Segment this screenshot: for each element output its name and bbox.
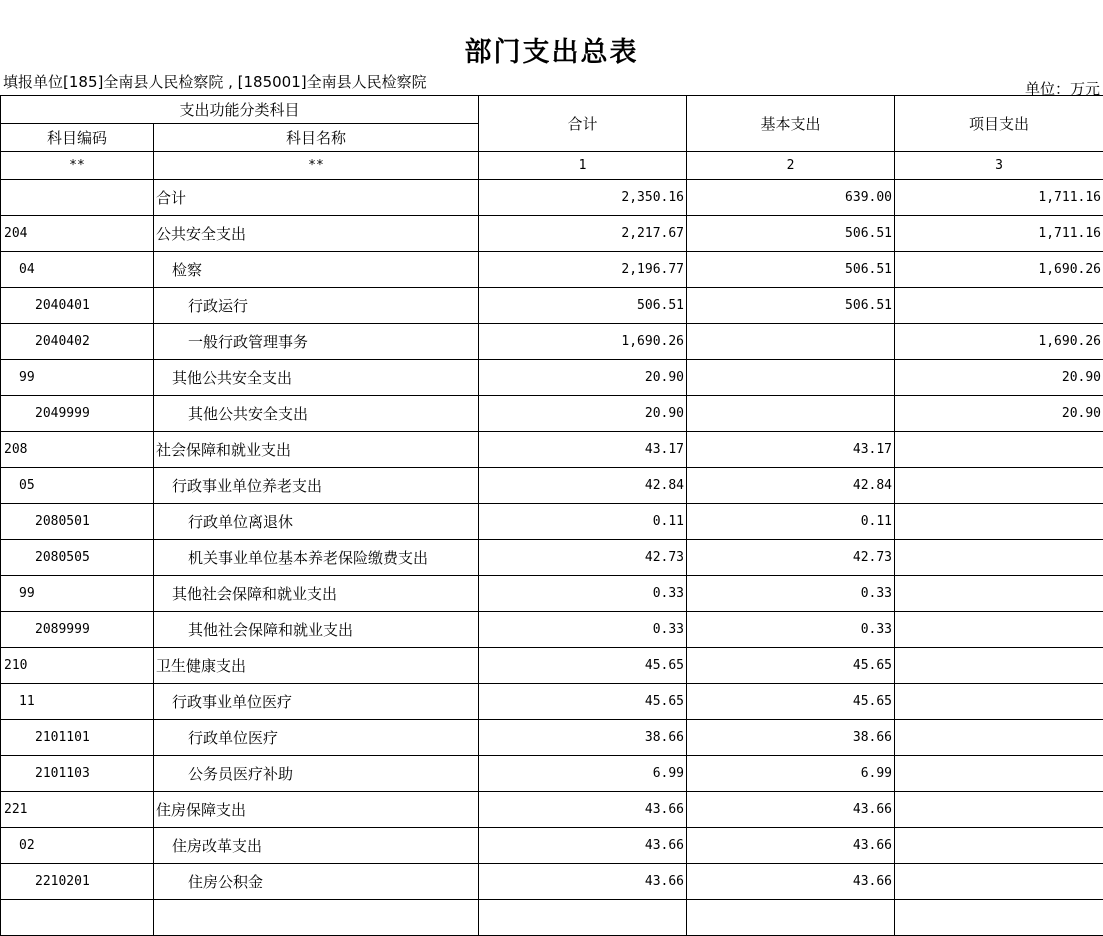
cell-total: 43.17 — [479, 432, 687, 468]
cell-name — [154, 900, 479, 936]
cell-total: 1,690.26 — [479, 324, 687, 360]
cell-total: 20.90 — [479, 360, 687, 396]
cell-name: 住房公积金 — [154, 864, 479, 900]
cell-basic: 45.65 — [687, 684, 895, 720]
cell-project — [895, 432, 1103, 468]
cell-total: 43.66 — [479, 792, 687, 828]
cell-code: 99 — [1, 360, 154, 396]
cell-code: 99 — [1, 576, 154, 612]
cell-basic: 45.65 — [687, 648, 895, 684]
cell-basic: 0.11 — [687, 504, 895, 540]
cell-total: 506.51 — [479, 288, 687, 324]
cell-total: 38.66 — [479, 720, 687, 756]
cell-basic — [687, 900, 895, 936]
cell-total: 42.84 — [479, 468, 687, 504]
cell-project — [895, 684, 1103, 720]
cell-basic: 43.66 — [687, 792, 895, 828]
expenditure-table — [0, 95, 1103, 936]
header-basic: 基本支出 — [687, 96, 895, 152]
table-row — [1, 288, 1103, 324]
cell-code: 02 — [1, 828, 154, 864]
cell-code: 221 — [1, 792, 154, 828]
cell-name: 公务员医疗补助 — [154, 756, 479, 792]
page-title: 部门支出总表 — [0, 30, 1103, 69]
cell-code: 210 — [1, 648, 154, 684]
cell-project — [895, 468, 1103, 504]
header-code: 科目编码 — [1, 124, 154, 152]
currency-unit: 单位：万元 — [1025, 78, 1100, 99]
cell-project — [895, 756, 1103, 792]
cell-project — [895, 288, 1103, 324]
cell-project: 1,690.26 — [895, 324, 1103, 360]
cell-total: 6.99 — [479, 756, 687, 792]
cell-code — [1, 180, 154, 216]
cell-code: 2040401 — [1, 288, 154, 324]
cell-name: 社会保障和就业支出 — [154, 432, 479, 468]
cell-name: 其他社会保障和就业支出 — [154, 576, 479, 612]
cell-total: 43.66 — [479, 864, 687, 900]
cell-project — [895, 540, 1103, 576]
table-row — [1, 252, 1103, 288]
table-row — [1, 900, 1103, 936]
cell-name: 卫生健康支出 — [154, 648, 479, 684]
cell-basic — [687, 396, 895, 432]
cell-total: 2,217.67 — [479, 216, 687, 252]
cell-code: 2210201 — [1, 864, 154, 900]
cell-total — [479, 900, 687, 936]
cell-name: 行政单位医疗 — [154, 720, 479, 756]
table-row — [1, 828, 1103, 864]
cell-code: 11 — [1, 684, 154, 720]
header-function-category: 支出功能分类科目 — [1, 96, 479, 124]
cell-code: 05 — [1, 468, 154, 504]
cell-basic: 42.73 — [687, 540, 895, 576]
cell-basic: 43.66 — [687, 864, 895, 900]
cell-name: 机关事业单位基本养老保险缴费支出 — [154, 540, 479, 576]
cell-name: 住房改革支出 — [154, 828, 479, 864]
cell-project — [895, 900, 1103, 936]
cell-name: 行政事业单位医疗 — [154, 684, 479, 720]
header-row-group — [1, 96, 1103, 124]
cell-project — [895, 828, 1103, 864]
header-row-numbers — [1, 152, 1103, 180]
table-row — [1, 756, 1103, 792]
cell-basic: 506.51 — [687, 252, 895, 288]
table-row — [1, 612, 1103, 648]
table-row — [1, 468, 1103, 504]
cell-project: 20.90 — [895, 360, 1103, 396]
cell-project — [895, 792, 1103, 828]
cell-total: 0.11 — [479, 504, 687, 540]
cell-basic: 506.51 — [687, 216, 895, 252]
table-row — [1, 792, 1103, 828]
cell-project — [895, 576, 1103, 612]
cell-total: 0.33 — [479, 612, 687, 648]
table-row — [1, 396, 1103, 432]
cell-code: 2049999 — [1, 396, 154, 432]
table-row — [1, 720, 1103, 756]
table-row — [1, 180, 1103, 216]
header-total: 合计 — [479, 96, 687, 152]
reporting-unit: 填报单位[185]全南县人民检察院 , [185001]全南县人民检察院 — [3, 71, 427, 92]
cell-project: 1,711.16 — [895, 180, 1103, 216]
cell-code: 2080501 — [1, 504, 154, 540]
table-row — [1, 864, 1103, 900]
cell-basic: 506.51 — [687, 288, 895, 324]
cell-total: 2,350.16 — [479, 180, 687, 216]
cell-project — [895, 612, 1103, 648]
table-row — [1, 360, 1103, 396]
table-row — [1, 576, 1103, 612]
cell-project: 1,711.16 — [895, 216, 1103, 252]
cell-code: 2089999 — [1, 612, 154, 648]
cell-basic: 43.17 — [687, 432, 895, 468]
cell-name: 检察 — [154, 252, 479, 288]
header-num-name: ** — [154, 152, 479, 180]
cell-name: 其他公共安全支出 — [154, 396, 479, 432]
cell-project — [895, 720, 1103, 756]
cell-total: 2,196.77 — [479, 252, 687, 288]
cell-name: 住房保障支出 — [154, 792, 479, 828]
cell-basic: 43.66 — [687, 828, 895, 864]
cell-total: 20.90 — [479, 396, 687, 432]
header-num-basic: 2 — [687, 152, 895, 180]
cell-basic — [687, 360, 895, 396]
cell-name: 行政运行 — [154, 288, 479, 324]
cell-project — [895, 648, 1103, 684]
cell-code: 2101103 — [1, 756, 154, 792]
cell-name: 行政事业单位养老支出 — [154, 468, 479, 504]
table-row — [1, 684, 1103, 720]
cell-basic: 0.33 — [687, 612, 895, 648]
header-name: 科目名称 — [154, 124, 479, 152]
cell-code: 2080505 — [1, 540, 154, 576]
cell-total: 43.66 — [479, 828, 687, 864]
cell-total: 0.33 — [479, 576, 687, 612]
cell-name: 公共安全支出 — [154, 216, 479, 252]
cell-basic: 639.00 — [687, 180, 895, 216]
header-project: 项目支出 — [895, 96, 1103, 152]
cell-name: 其他公共安全支出 — [154, 360, 479, 396]
cell-basic: 6.99 — [687, 756, 895, 792]
cell-basic: 0.33 — [687, 576, 895, 612]
header-num-project: 3 — [895, 152, 1103, 180]
cell-code: 204 — [1, 216, 154, 252]
cell-project: 1,690.26 — [895, 252, 1103, 288]
cell-basic: 42.84 — [687, 468, 895, 504]
cell-project — [895, 864, 1103, 900]
cell-code: 2040402 — [1, 324, 154, 360]
cell-basic: 38.66 — [687, 720, 895, 756]
header-num-total: 1 — [479, 152, 687, 180]
table-row — [1, 324, 1103, 360]
cell-project — [895, 504, 1103, 540]
cell-code: 208 — [1, 432, 154, 468]
cell-basic — [687, 324, 895, 360]
cell-total: 45.65 — [479, 648, 687, 684]
table-row — [1, 504, 1103, 540]
cell-total: 42.73 — [479, 540, 687, 576]
cell-name: 合计 — [154, 180, 479, 216]
header-num-code: ** — [1, 152, 154, 180]
table-row — [1, 648, 1103, 684]
cell-code: 04 — [1, 252, 154, 288]
table-row — [1, 540, 1103, 576]
cell-total: 45.65 — [479, 684, 687, 720]
cell-code: 2101101 — [1, 720, 154, 756]
table-row — [1, 432, 1103, 468]
cell-name: 其他社会保障和就业支出 — [154, 612, 479, 648]
cell-name: 行政单位离退休 — [154, 504, 479, 540]
cell-project: 20.90 — [895, 396, 1103, 432]
cell-code — [1, 900, 154, 936]
cell-name: 一般行政管理事务 — [154, 324, 479, 360]
table-row — [1, 216, 1103, 252]
